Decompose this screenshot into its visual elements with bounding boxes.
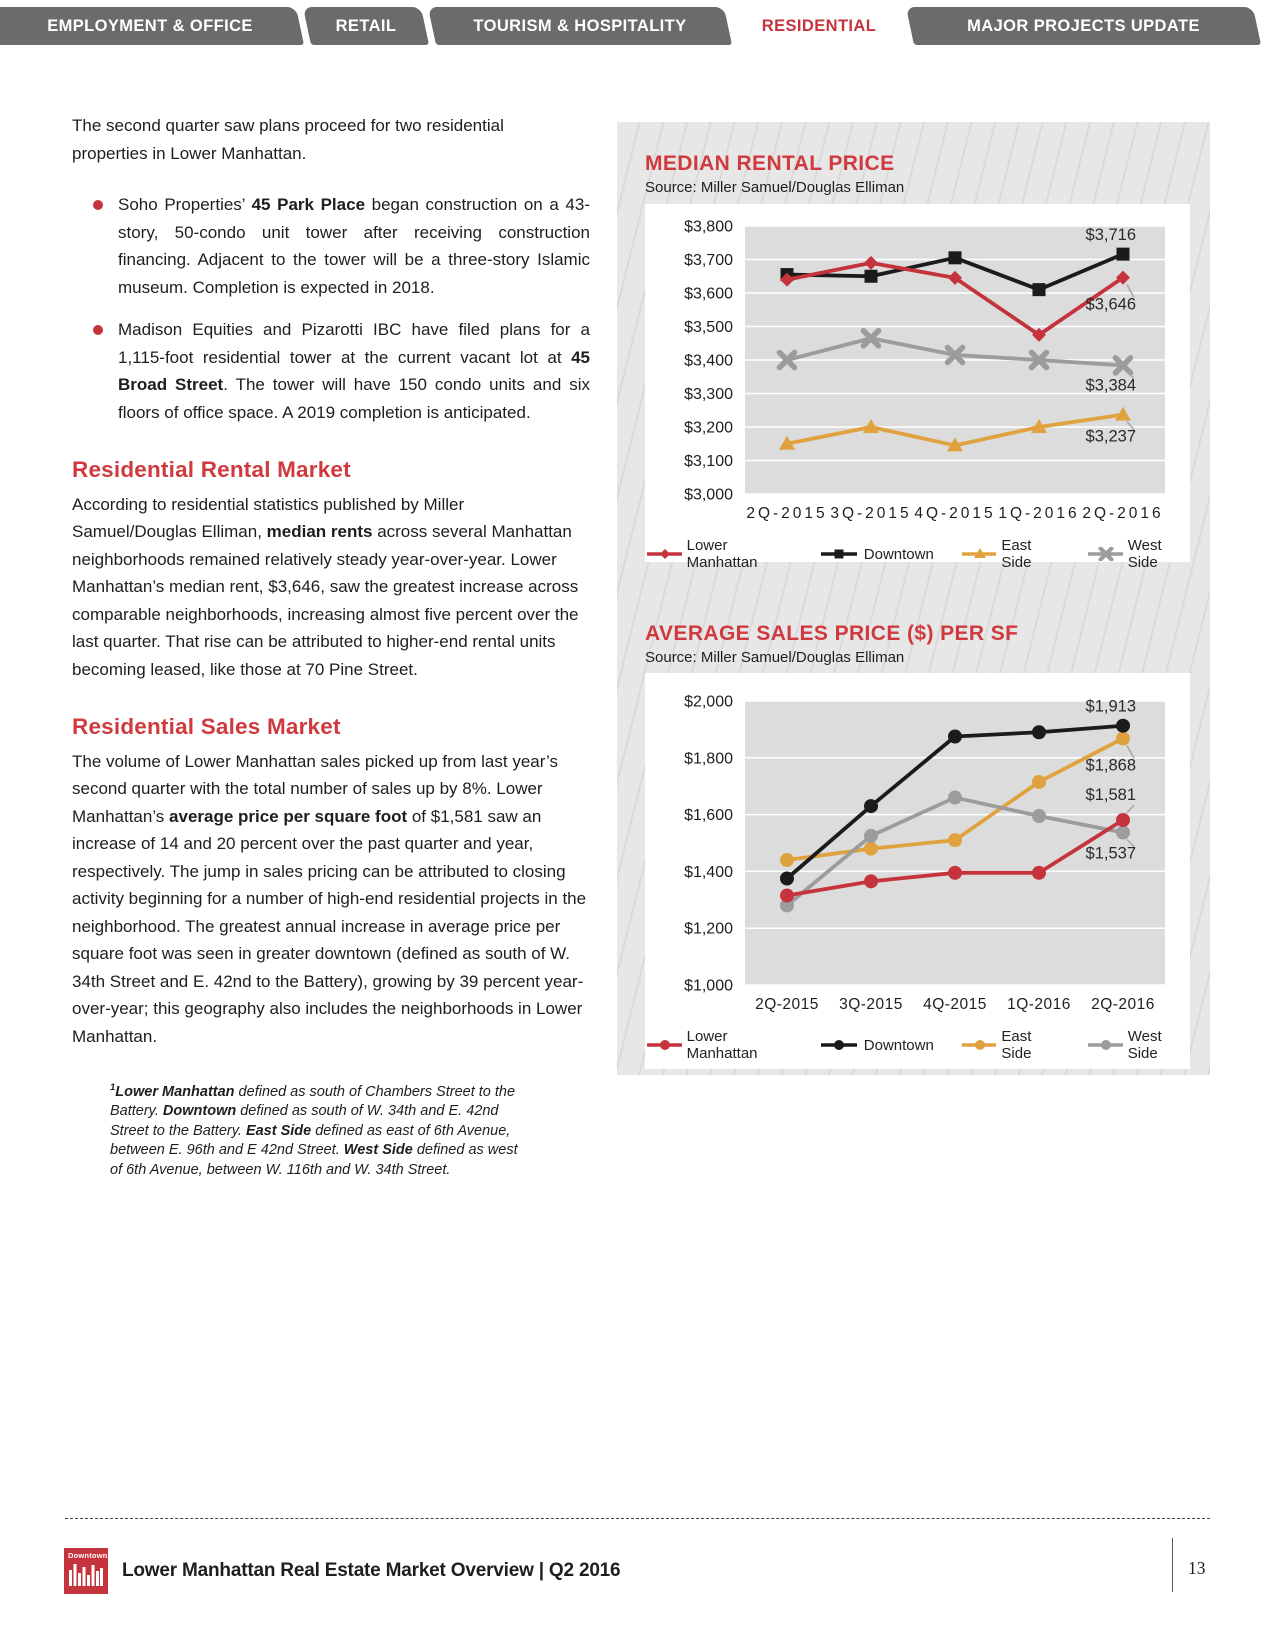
- legend-label: Lower Manhattan: [686, 537, 758, 571]
- x-tick-label: 3Q-2015: [830, 505, 912, 522]
- page-number: 13: [1188, 1558, 1206, 1578]
- data-label: $1,581: [1085, 785, 1136, 804]
- tab-retail[interactable]: [307, 7, 425, 45]
- y-tick-label: $1,200: [684, 920, 733, 938]
- y-tick-label: $3,600: [684, 285, 733, 303]
- median-rental-price-source: Source: Miller Samuel/Douglas Elliman: [645, 179, 905, 196]
- data-label: $1,913: [1085, 697, 1136, 716]
- section-tabbar: [0, 7, 1275, 45]
- data-label: $3,646: [1085, 295, 1136, 314]
- tab-tourism-hospitality[interactable]: [432, 7, 728, 45]
- legend-marker-icon: [960, 547, 997, 561]
- x-tick-label: 1Q-2016: [998, 505, 1080, 522]
- median-rental-price-chart: [645, 204, 1190, 571]
- chart-legend: [645, 1028, 1190, 1062]
- median-rental-price-title: MEDIAN RENTAL PRICE: [645, 152, 895, 175]
- data-label: $3,237: [1085, 427, 1136, 446]
- rental-market-heading: Residential Rental Market: [72, 457, 351, 482]
- average-sales-price-source: Source: Miller Samuel/Douglas Elliman: [645, 649, 905, 666]
- legend-label: Lower Manhattan: [686, 1028, 758, 1062]
- intro-paragraph: The second quarter saw plans proceed for two residential properties in Lower Manhattan.: [72, 116, 504, 163]
- chart-svg: [645, 212, 1190, 528]
- legend-label: East Side: [1001, 537, 1032, 571]
- bullet-item-45-park-place: Soho Properties’ 45 Park Place began construction on a 43-story, 50-condo unit tower after receiving construction financing. Adjacent to the tower will be a three-story Islamic museum. Completion is expected in 2018.: [72, 191, 590, 301]
- chart-legend: [645, 537, 1190, 571]
- data-label: $3,716: [1085, 226, 1136, 245]
- bullet-list: [72, 191, 590, 426]
- downtown-alliance-logo: [64, 1548, 108, 1594]
- page-number-divider: [1172, 1538, 1173, 1592]
- data-label: $1,537: [1085, 844, 1136, 863]
- legend-marker-icon: [819, 547, 859, 561]
- y-tick-label: $2,000: [684, 693, 733, 711]
- tab-label: RESIDENTIAL: [761, 16, 877, 35]
- x-tick-label: 4Q-2015: [914, 505, 996, 522]
- y-tick-label: $1,400: [684, 863, 733, 881]
- legend-item-west-side: [1086, 1028, 1190, 1062]
- legend-marker-icon: [960, 1038, 997, 1052]
- y-tick-label: $1,800: [684, 750, 733, 768]
- data-label: $1,868: [1085, 756, 1136, 775]
- y-tick-label: $3,100: [684, 453, 733, 470]
- average-sales-price-chart: [645, 673, 1190, 1069]
- y-tick-label: $3,300: [684, 386, 733, 403]
- x-tick-label: 2Q-2015: [746, 505, 828, 522]
- legend-marker-icon: [1086, 547, 1123, 561]
- bullet-item-45-broad-street: Madison Equities and Pizarotti IBC have filed plans for a 1,115-foot residential tower at the current vacant lot at 45 Broad Street. The tower will have 150 condo units and six floors of office space. A 2019 completion is anticipated.: [72, 316, 590, 426]
- y-tick-label: $3,000: [684, 486, 733, 504]
- article-column: [72, 112, 590, 1180]
- x-tick-label: 4Q-2015: [923, 996, 987, 1013]
- legend-item-lower-manhattan: [645, 1028, 793, 1062]
- average-sales-price-title: AVERAGE SALES PRICE ($) PER SF: [645, 622, 1019, 645]
- charts-panel: [617, 122, 1210, 1075]
- y-tick-label: $1,600: [684, 807, 733, 825]
- y-tick-label: $3,500: [684, 319, 733, 336]
- tab-employment-office[interactable]: [0, 7, 300, 45]
- tab-label: TOURISM & HOSPITALITY: [473, 16, 687, 35]
- legend-label: Downtown: [863, 1036, 934, 1054]
- legend-label: West Side: [1127, 537, 1162, 571]
- legend-marker-icon: [645, 1038, 682, 1052]
- chart-svg: [645, 685, 1190, 1019]
- x-tick-label: 2Q-2016: [1091, 996, 1155, 1013]
- legend-label: East Side: [1001, 1028, 1032, 1062]
- legend-label: Downtown: [863, 545, 934, 563]
- report-title: Lower Manhattan Real Estate Market Overview | Q2 2016: [122, 1560, 621, 1581]
- sales-market-paragraph: The volume of Lower Manhattan sales picked up from last year’s second quarter with the total number of sales up by 8%. Lower Manhattan’s average price per square foot of $1,581 saw an increase of 14 and 20 percent over the past quarter and year, respectively. The jump in sales pricing can be attributed to closing activity beginning for a number of high-end residential projects in the neighborhood. The greatest annual increase in average price per square foot was seen in greater downtown (defined as south of W. 34th Street and E. 42nd to the Battery), growing by 39 percent year-over-year; this geography also includes the neighborhoods in Lower Manhattan.: [72, 751, 587, 1046]
- legend-item-downtown: [819, 546, 934, 563]
- x-tick-label: 2Q-2015: [755, 996, 819, 1013]
- legend-marker-icon: [1086, 1038, 1123, 1052]
- tab-label: MAJOR PROJECTS UPDATE: [967, 16, 1200, 35]
- tab-major-projects-update[interactable]: [910, 7, 1257, 45]
- legend-item-lower-manhattan: [645, 537, 793, 571]
- y-tick-label: $3,800: [684, 218, 733, 236]
- x-tick-label: 3Q-2015: [839, 996, 903, 1013]
- x-tick-label: 1Q-2016: [1007, 996, 1071, 1013]
- y-tick-label: $3,200: [684, 419, 733, 437]
- legend-label: West Side: [1127, 1028, 1162, 1062]
- legend-marker-icon: [819, 1038, 859, 1052]
- legend-item-east-side: [960, 1028, 1060, 1062]
- legend-item-east-side: [960, 537, 1060, 571]
- legend-item-west-side: [1086, 537, 1190, 571]
- legend-marker-icon: [645, 547, 682, 561]
- tab-residential-active[interactable]: [735, 7, 903, 45]
- definitions-footnote: $^1$Lower Manhattan defined as south of Chambers Street to the Battery. Downtown defined as south of W. 34th and E. 42nd Street to the Battery. East Side defined as east of 6th Avenue, between E. 96th and E 42nd Street. West Side defined as west of 6th Avenue, between W. 116th and W. 34th Street.: [110, 1082, 518, 1178]
- y-tick-label: $3,700: [684, 252, 733, 269]
- tab-label: EMPLOYMENT & OFFICE: [47, 16, 253, 35]
- footer-divider: [65, 1518, 1210, 1519]
- x-tick-label: 2Q-2016: [1082, 505, 1164, 522]
- rental-market-paragraph: According to residential statistics published by Miller Samuel/Douglas Elliman, median rents across several Manhattan neighborhoods remained relatively steady year-over-year. Lower Manhattan’s median rent, $3,646, saw the greatest increase across comparable neighborhoods, increasing almost five percent over the last quarter. That rise can be attributed to higher-end rental units becoming leased, like those at 70 Pine Street.: [72, 494, 579, 679]
- tab-label: RETAIL: [335, 16, 397, 35]
- logo-skyline-icon: [68, 1560, 104, 1586]
- sales-market-heading: Residential Sales Market: [72, 714, 341, 739]
- y-tick-label: $1,000: [684, 977, 733, 995]
- y-tick-label: $3,400: [684, 352, 733, 370]
- legend-item-downtown: [819, 1037, 934, 1054]
- data-label: $3,384: [1085, 376, 1136, 395]
- logo-downtown-text: Downtown: [68, 1551, 108, 1560]
